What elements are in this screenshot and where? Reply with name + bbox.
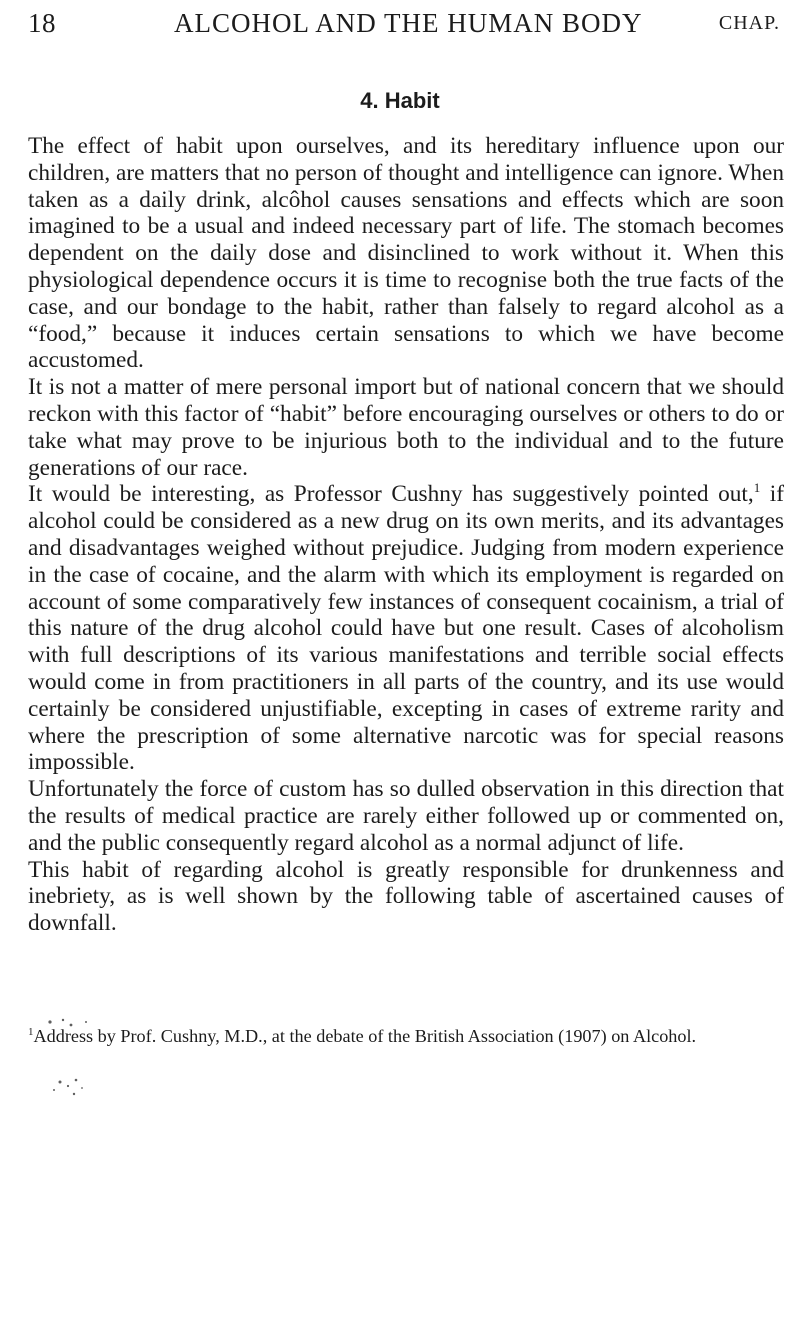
- footnote-mark: 1: [28, 1026, 34, 1038]
- footnote-text: Address by Prof. Cushny, M.D., at the debate of the British Association (1907) on Alcohol.: [33, 1026, 697, 1046]
- paragraph-cushny: [28, 481, 784, 776]
- body-text: [28, 133, 784, 937]
- paragraph-custom: Unfortunately the force of custom has so dulled observation in this direction that the results of medical practice are rarely either followed up or commented on, and the public consequently regard alcohol as a normal adjunct of life.: [28, 776, 784, 856]
- section-heading: 4. Habit: [360, 88, 440, 113]
- paragraph-cushny-start: It would be interesting, as Professor Cushny has suggestively pointed out,: [28, 481, 754, 508]
- footnote: [28, 1025, 784, 1048]
- paragraph-national-concern: It is not a matter of mere personal import but of national concern that we should reckon with this factor of “habit” before encouraging ourselves or others to do or take what may prove to be injurious both to the individual and to the future generations of our race.: [28, 374, 784, 481]
- chapter-abbrev: CHAP.: [718, 12, 780, 34]
- book-title: ALCOHOL AND THE HUMAN BODY: [174, 8, 643, 38]
- paragraph-downfall: This habit of regarding alcohol is greatly responsible for drunkenness and inebriety, as is well shown by the following table of ascertained causes of downfall.: [28, 856, 784, 937]
- page-number: 18: [28, 8, 56, 38]
- running-head: [28, 8, 780, 48]
- footnote-reference: 1: [753, 480, 761, 496]
- paragraph-cushny-rest: if alcohol could be considered as a new drug on its own merits, and its advantages and disadvantages weighed without prejudice. Judging from modern experience in the case of cocaine, and the alarm with which its employment is regarded on account of some comparatively few instances of consequent cocainism, a trial of this nature of the drug alcohol could have but one result. Cases of alcoholism with full descriptions of its various manifestations and terrible social effects would come in from practitioners in all parts of the country, and its use would certainly be considered unjustifiable, excepting in cases of extreme rarity and where the prescription of some alternative narcotic was for special reasons impossible.: [28, 481, 784, 776]
- paragraph-habit-effect: The effect of habit upon ourselves, and its hereditary influence upon our children, are matters that no person of thought and intelligence can ignore. When taken as a daily drink, alcôhol causes sensations and effects which are soon imagined to be a usual and indeed necessary part of life. The stomach becomes dependent on the daily dose and disinclined to work without it. When this physiological dependence occurs it is time to recognise both the true facts of the case, and our bondage to the habit, rather than falsely to regard alcohol as a “food,” because it induces certain sensations to which we have become accustomed.: [28, 133, 784, 374]
